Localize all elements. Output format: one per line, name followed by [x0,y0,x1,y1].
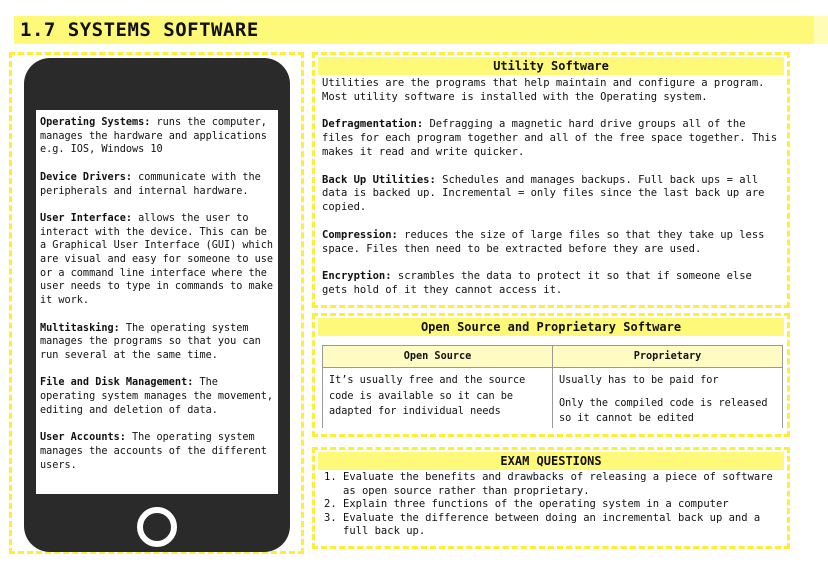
phone-item-user-accounts [40,431,274,472]
exam-question: 1. Evaluate the benefits and drawbacks of releasing a piece of software as open source rather than proprietary. [343,471,781,498]
cell-open-source [323,368,553,428]
utility-heading: Utility Software [318,57,784,75]
utility-body [315,75,787,298]
cell-proprietary [553,368,783,428]
term-operating-systems: Operating Systems: [40,117,151,128]
desc-multitasking: The operating system manages the programs so that you can run several at the same time. [40,322,261,361]
open-source-heading: Open Source and Proprietary Software [318,318,784,336]
exam-questions-panel [312,447,790,549]
col-open-source: Open Source [323,346,553,368]
term-defragmentation: Defragmentation: [322,118,424,131]
phone-item-device-drivers [40,171,274,198]
desc-defragmentation: Defragging a magnetic hard drive groups all of the files for each program together and all of the free space together. This makes it read and write quicker. [322,118,778,158]
exam-heading: EXAM QUESTIONS [318,452,784,470]
phone-item-operating-systems [40,116,274,157]
desc-user-interface: allows the user to interact with the device. This can be a Graphical User Interface (GUI) which are visual and easy for someone to use or a command line interface where the user needs to type in commands to make it work. [40,212,274,307]
desc-compression: reduces the size of large files so that they take up less space. Files then need to be extracted before they are used. [322,228,765,255]
phone-item-file-disk-management [40,376,274,417]
phone-screen [36,110,278,494]
table-row [323,368,783,428]
exam-question: 2. Explain three functions of the operating system in a computer [343,498,781,512]
term-file-disk-management: File and Disk Management: [40,377,194,389]
desc-encryption: scrambles the data to protect it so that if someone else gets hold of it they cannot access it. [322,270,752,296]
open-source-text: It’s usually free and the source code is available so it can be adapted for individual needs [329,375,526,417]
term-compression: Compression: [322,228,398,241]
utility-intro: Utilities are the programs that help maintain and configure a program. Most utility software is installed with the Operating system. [322,77,765,103]
term-multitasking: Multitasking: [40,322,120,334]
table-header-row [323,346,783,368]
open-source-panel [312,313,790,437]
proprietary-text-2: Only the compiled code is released so it cannot be edited [559,397,768,424]
desc-user-accounts: The operating system manages the accounts of the different users. [40,432,267,471]
utility-item-backup [322,174,781,215]
term-backup: Back Up Utilities: [322,173,436,186]
phone-panel [9,52,304,554]
exam-question-list [315,471,787,539]
phone-item-user-interface [40,212,274,308]
term-user-interface: User Interface: [40,212,133,224]
term-user-accounts: User Accounts: [40,432,126,444]
utility-item-defragmentation [322,118,781,159]
term-encryption: Encryption: [322,270,392,283]
exam-question: 3. Evaluate the difference between doing an incremental back up and a full back up. [343,512,781,539]
desc-backup: Schedules and manages backups. Full back ups = all data is backed up. Incremental = only files since the last back up are copied. [322,173,765,214]
utility-software-panel [312,52,790,308]
page-title-text: 1.7 SYSTEMS SOFTWARE [20,19,259,41]
utility-item-encryption [322,270,781,298]
comparison-table [322,345,783,428]
proprietary-text-1: Usually has to be paid for [559,375,719,386]
title-accent [814,16,828,44]
page-title [14,16,814,44]
phone-illustration [24,58,290,552]
desc-device-drivers: communicate with the peripherals and internal hardware. [40,171,261,197]
home-button-icon [137,507,177,547]
desc-operating-systems: runs the computer, manages the hardware and applications e.g. IOS, Windows 10 [40,117,267,156]
desc-file-disk-management: The operating system manages the movement, editing and deletion of data. [40,377,274,416]
term-device-drivers: Device Drivers: [40,171,133,183]
utility-item-compression [322,229,781,257]
col-proprietary: Proprietary [553,346,783,368]
phone-item-multitasking [40,322,274,363]
